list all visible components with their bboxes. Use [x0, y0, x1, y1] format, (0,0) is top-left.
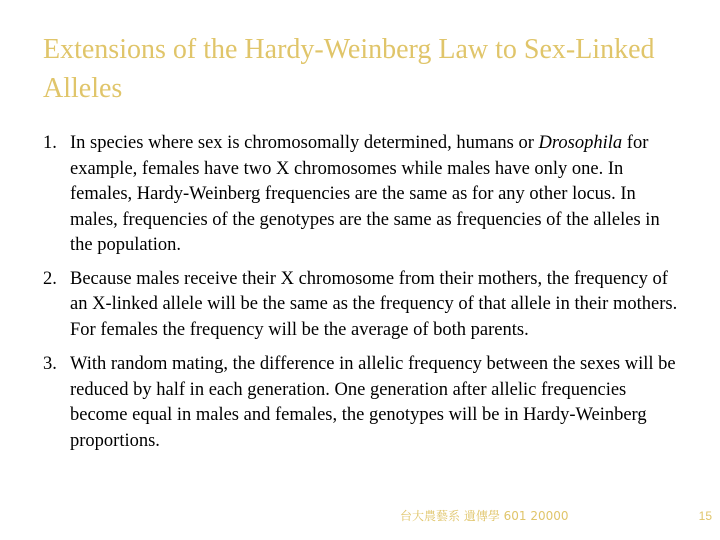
- page-number: 15: [698, 509, 712, 523]
- list-item: [43, 131, 685, 259]
- item-italic-term: Drosophila: [538, 133, 623, 153]
- footer-text: 台大農藝系 遺傳學 601 20000: [400, 509, 569, 523]
- item-number: 3.: [43, 354, 57, 374]
- item-text-part: for example, females have two X chromosomes while males have only one. In females, Hardy-Weinberg frequencies are the same as for any other locus. In males, frequencies of the genotypes are the same as frequencies of the alleles in the population.: [70, 133, 660, 255]
- list-item: [43, 352, 685, 454]
- bullet-list: [43, 131, 685, 454]
- item-number: 1.: [43, 133, 57, 153]
- item-text-part: In species where sex is chromosomally determined, humans or: [70, 133, 539, 153]
- list-item: [43, 267, 685, 344]
- slide-title: Extensions of the Hardy-Weinberg Law to Sex-Linked Alleles: [43, 34, 655, 104]
- item-number: 2.: [43, 268, 57, 289]
- item-text: Because males receive their X chromosome from their mothers, the frequency of an X-linked allele will be the same as the frequency of that allele in their mothers. For females the frequency will be the average of both parents.: [70, 268, 678, 340]
- item-text: [70, 133, 660, 255]
- item-text: With random mating, the difference in allelic frequency between the sexes will be reduced by half in each generation. One generation after allelic frequencies become equal in males and females, the genotypes will be in Hardy-Weinberg proportions.: [70, 354, 676, 451]
